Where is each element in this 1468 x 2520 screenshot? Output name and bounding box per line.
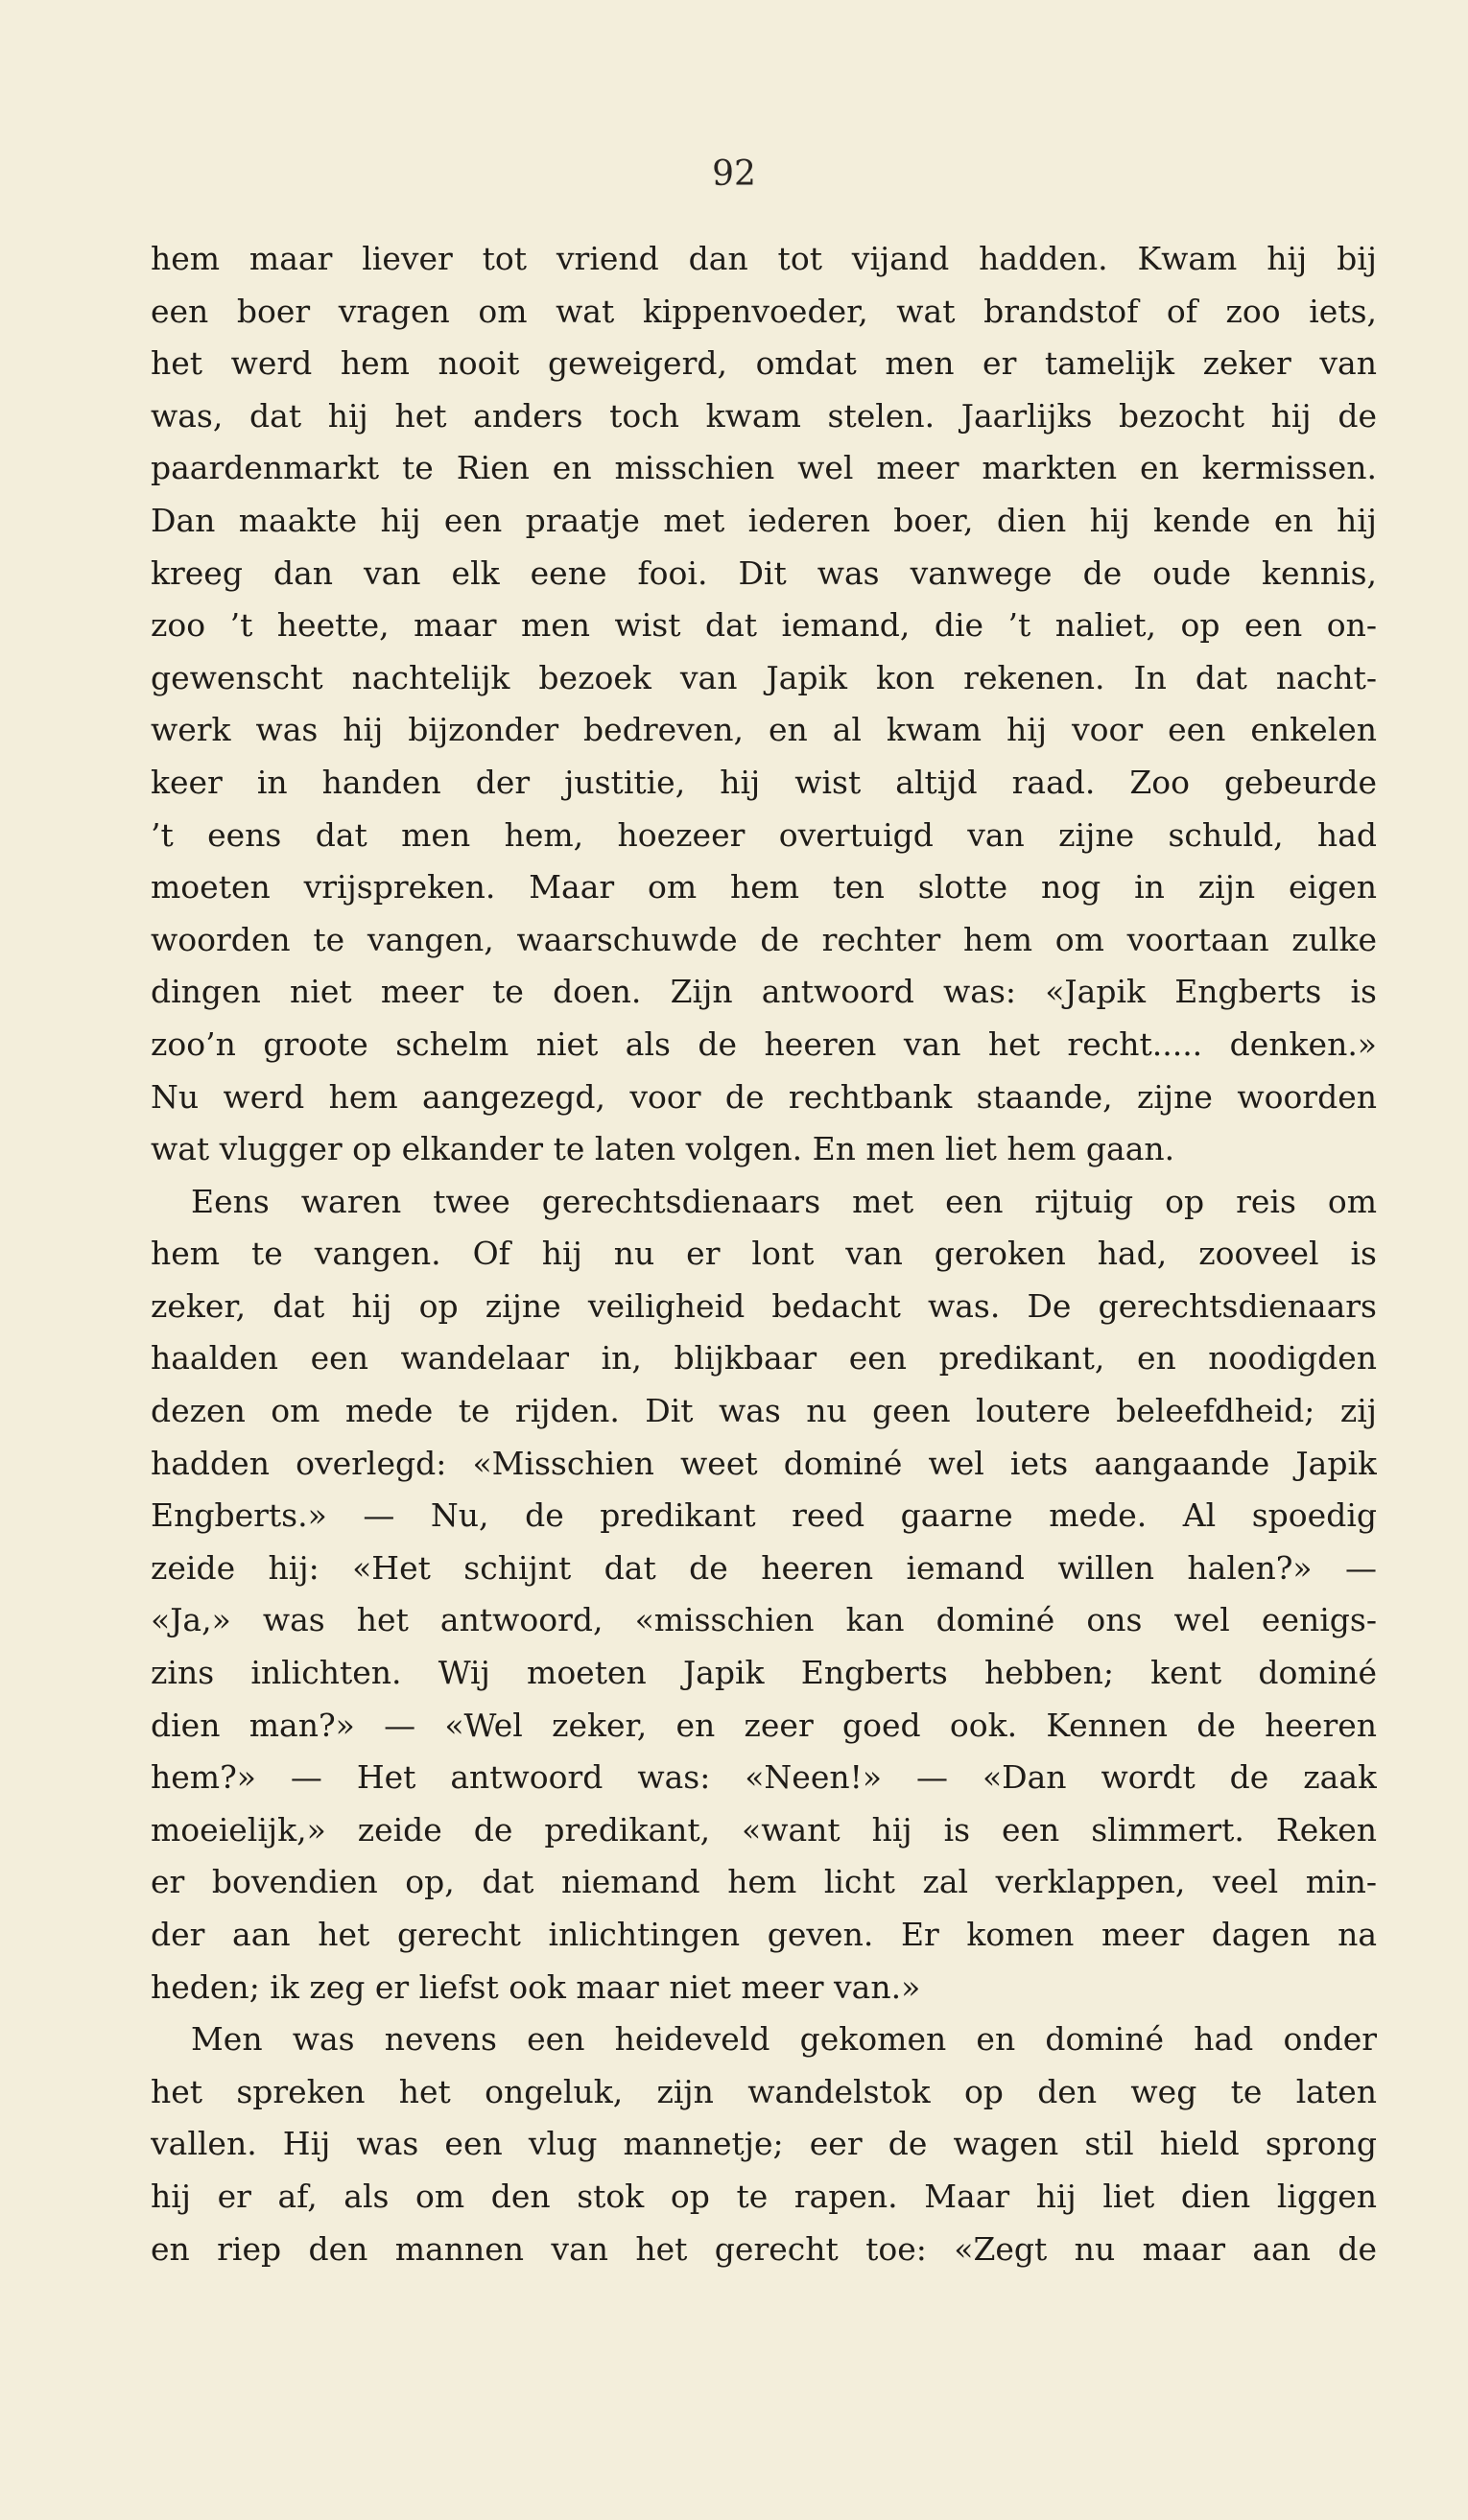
- text-line: heden; ik zeg er liefst ook maar niet meer van.»: [151, 1967, 921, 2006]
- text-line: een boer vragen om wat kippenvoeder, wat brandstof of zoo iets,: [151, 292, 1377, 330]
- text-line: keer in handen der justitie, hij wist altijd raad. Zoo gebeurde: [151, 763, 1377, 801]
- text-line: Eens waren twee gerechtsdienaars met een rijtuig op reis om: [191, 1182, 1377, 1220]
- text-line: er bovendien op, dat niemand hem licht zal verklappen, veel min-: [151, 1863, 1377, 1901]
- text-line: haalden een wandelaar in, blijkbaar een predikant, en noodigden: [151, 1339, 1377, 1378]
- text-line: werk was hij bijzonder bedreven, en al kwam hij voor een enkelen: [151, 711, 1377, 749]
- text-line: zins inlichten. Wij moeten Japik Engberts hebben; kent dominé: [151, 1654, 1377, 1692]
- text-line: zeker, dat hij op zijne veiligheid bedacht was. De gerechtsdienaars: [151, 1286, 1377, 1325]
- text-line: moeielijk,» zeide de predikant, «want hij is een slimmert. Reken: [151, 1810, 1377, 1849]
- text-line: zoo ’t heette, maar men wist dat iemand, die ’t naliet, op een on-: [151, 606, 1377, 645]
- text-line: hem te vangen. Of hij nu er lont van geroken had, zooveel is: [151, 1235, 1377, 1273]
- text-line: Dan maakte hij een praatje met iederen boer, dien hij kende en hij: [151, 501, 1377, 539]
- text-line: hij er af, als om den stok op te rapen. Maar hij liet dien liggen: [151, 2177, 1377, 2215]
- text-line: dezen om mede te rijden. Dit was nu geen loutere beleefdheid; zij: [151, 1392, 1377, 1430]
- text-line: kreeg dan van elk eene fooi. Dit was vanwege de oude kennis,: [151, 553, 1377, 592]
- text-line: Engberts.» — Nu, de predikant reed gaarne mede. Al spoedig: [151, 1496, 1377, 1535]
- text-line: hadden overlegd: «Misschien weet dominé wel iets aangaande Japik: [151, 1444, 1377, 1482]
- text-line: zoo’n groote schelm niet als de heeren van het recht..... denken.»: [151, 1024, 1377, 1063]
- page-number: 92: [712, 154, 756, 194]
- text-line: moeten vrijspreken. Maar om hem ten slotte nog in zijn eigen: [151, 868, 1377, 907]
- text-line: vallen. Hij was een vlug mannetje; eer de wagen stil hield sprong: [151, 2125, 1377, 2163]
- text-line: Men was nevens een heideveld gekomen en dominé had onder: [191, 2020, 1377, 2059]
- text-line: het werd hem nooit geweigerd, omdat men er tamelijk zeker van: [151, 344, 1377, 383]
- text-line: het spreken het ongeluk, zijn wandelstok op den weg te laten: [151, 2072, 1377, 2110]
- text-line: ’t eens dat men hem, hoezeer overtuigd van zijne schuld, had: [151, 815, 1377, 854]
- text-line: der aan het gerecht inlichtingen geven. Er komen meer dagen na: [151, 1916, 1377, 1953]
- text-line: was, dat hij het anders toch kwam stelen. Jaarlijks bezocht hij de: [151, 396, 1377, 435]
- text-line: zeide hij: «Het schijnt dat de heeren iemand willen halen?» —: [151, 1548, 1377, 1587]
- text-line: paardenmarkt te Rien en misschien wel meer markten en kermissen.: [151, 449, 1377, 487]
- body-text: [151, 233, 1377, 2275]
- text-line: dien man?» — «Wel zeker, en zeer goed ook. Kennen de heeren: [151, 1706, 1377, 1744]
- text-line: hem maar liever tot vriend dan tot vijand hadden. Kwam hij bij: [151, 240, 1377, 277]
- text-line: gewenscht nachtelijk bezoek van Japik kon rekenen. In dat nacht-: [151, 658, 1377, 696]
- text-line: woorden te vangen, waarschuwde de rechter hem om voortaan zulke: [151, 920, 1377, 958]
- text-line: hem?» — Het antwoord was: «Neen!» — «Dan wordt de zaak: [151, 1758, 1377, 1797]
- text-line: en riep den mannen van het gerecht toe: «Zegt nu maar aan de: [151, 2229, 1377, 2268]
- text-line: wat vlugger op elkander te laten volgen. En men liet hem gaan.: [151, 1130, 1175, 1168]
- text-line: Nu werd hem aangezegd, voor de rechtbank staande, zijne woorden: [151, 1077, 1377, 1116]
- text-line: dingen niet meer te doen. Zijn antwoord was: «Japik Engberts is: [151, 973, 1377, 1011]
- text-line: «Ja,» was het antwoord, «misschien kan dominé ons wel eenigs-: [151, 1601, 1377, 1639]
